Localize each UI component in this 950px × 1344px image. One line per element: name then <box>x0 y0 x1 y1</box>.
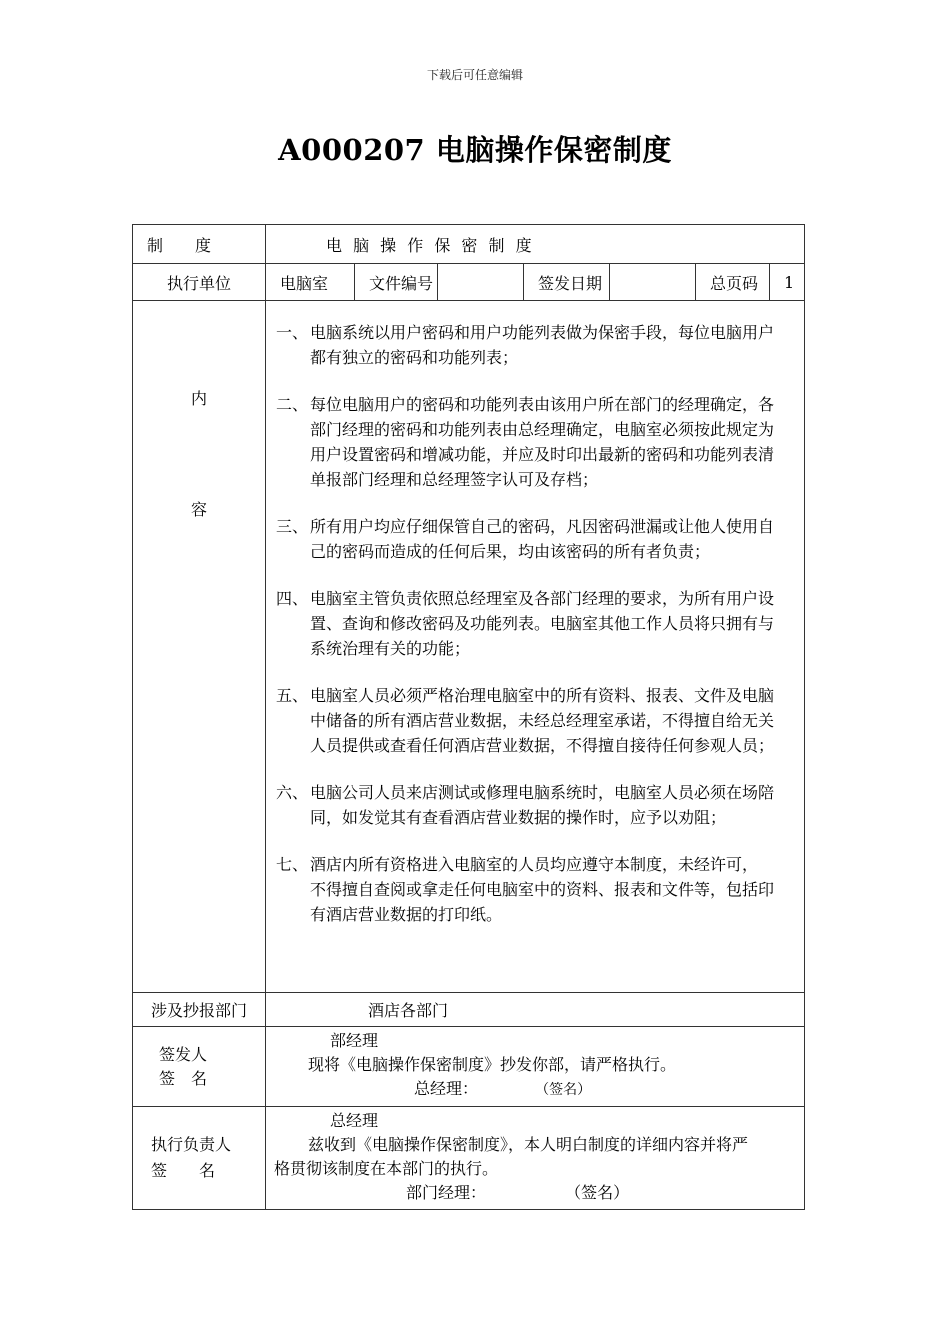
executor-label-line1: 执行负责人 <box>151 1135 232 1154</box>
regulation-name: 电 脑 操 作 保 密 制 度 <box>326 235 535 255</box>
issue-date-value <box>610 264 696 301</box>
clause-text: 电脑室主管负责依照总经理室及各部门经理的要求，为所有用户设 <box>310 589 775 608</box>
issuer-text: 现将《电脑操作保密制度》抄发你部，请严格执行。 <box>308 1055 677 1074</box>
executor-sign-mark: （签名） <box>565 1183 630 1202</box>
issuer-label-line1: 签发人 <box>159 1044 208 1064</box>
total-pages-value: 1 <box>770 264 805 301</box>
clause-first-line <box>276 586 794 611</box>
clause-first-line <box>276 392 794 417</box>
clause-list <box>276 320 794 927</box>
regulation-table <box>132 224 805 1210</box>
row-executor <box>133 1107 805 1210</box>
content-label-top: 内 <box>190 389 207 408</box>
clause-continuation: 人员提供或查看任何酒店营业数据，不得擅自接待任何参观人员； <box>310 736 775 755</box>
executor-sign-role: 部门经理： <box>406 1183 487 1202</box>
content-body <box>266 301 805 993</box>
clause-item <box>276 683 794 758</box>
clause-continuation: 用户设置密码和增减功能，并应及时印出最新的密码和功能列表清 <box>310 445 775 464</box>
clause-item <box>276 586 794 661</box>
clause-item <box>276 852 794 927</box>
clause-continuation: 单报部门经理和总经理签字认可及存档； <box>310 470 599 489</box>
issuer-label-line2: 签 名 <box>159 1068 208 1088</box>
clause-text: 电脑室人员必须严格治理电脑室中的所有资料、报表、文件及电脑 <box>310 686 775 705</box>
executor-signature-line <box>266 1181 804 1205</box>
issuer-body <box>266 1027 805 1107</box>
clause-text: 电脑系统以用户密码和用户功能列表做为保密手段，每位电脑用户 <box>310 323 775 342</box>
executor-body <box>266 1107 805 1210</box>
row-meta <box>133 264 805 301</box>
document-title: A000207 电脑操作保密制度 <box>278 133 672 167</box>
clause-continuation: 系统治理有关的功能； <box>310 639 471 658</box>
clause-item <box>276 392 794 492</box>
issuer-sign-role: 总经理： <box>414 1079 479 1098</box>
clause-continuation: 己的密码而造成的任何后果，均由该密码的所有者负责； <box>310 542 711 561</box>
executor-label-cell <box>133 1107 266 1210</box>
clause-item <box>276 320 794 370</box>
executor-recipient: 总经理 <box>330 1111 379 1130</box>
clause-item <box>276 514 794 564</box>
clause-continuation: 都有独立的密码和功能列表； <box>310 348 519 367</box>
content-label-cell <box>133 301 266 993</box>
clause-number: 一、 <box>276 323 309 342</box>
content-label-bottom: 容 <box>190 500 207 519</box>
clause-continuation: 同，如发觉其有查看酒店营业数据的操作时，应予以劝阻； <box>310 808 727 827</box>
clause-item <box>276 780 794 830</box>
issue-date-label: 签发日期 <box>524 264 610 301</box>
row-regulation <box>133 225 805 264</box>
clause-first-line <box>276 514 794 539</box>
clause-number: 三、 <box>276 517 309 536</box>
clause-text: 每位电脑用户的密码和功能列表由该用户所在部门的经理确定，各 <box>310 395 775 414</box>
exec-unit-label: 执行单位 <box>133 264 266 301</box>
header-note: 下载后可任意编辑 <box>426 68 523 82</box>
clause-text: 电脑公司人员来店测试或修理电脑系统时，电脑室人员必须在场陪 <box>310 783 775 802</box>
clause-text: 所有用户均应仔细保管自己的密码，凡因密码泄漏或让他人使用自 <box>310 517 775 536</box>
issuer-recipient: 部经理 <box>330 1031 379 1050</box>
executor-text-line2: 格贯彻该制度在本部门的执行。 <box>274 1159 499 1178</box>
total-pages-label: 总页码 <box>696 264 770 301</box>
clause-number: 七、 <box>276 855 309 874</box>
clause-number: 四、 <box>276 589 309 608</box>
clause-continuation: 有酒店营业数据的打印纸。 <box>310 905 503 924</box>
related-value: 酒店各部门 <box>266 993 805 1027</box>
row-issuer <box>133 1027 805 1107</box>
issuer-label-cell <box>133 1027 266 1107</box>
clause-continuation: 置、查询和修改密码及功能列表。电脑室其他工作人员将只拥有与 <box>310 614 775 633</box>
clause-continuation: 部门经理的密码和功能列表由总经理确定，电脑室必须按此规定为 <box>310 420 775 439</box>
exec-unit-value: 电脑室 <box>266 264 355 301</box>
regulation-label: 制 度 <box>133 225 266 264</box>
executor-label-line2: 签 名 <box>151 1161 216 1180</box>
clause-first-line <box>276 320 794 345</box>
clause-number: 六、 <box>276 783 309 802</box>
executor-text-line1: 兹收到《电脑操作保密制度》，本人明白制度的详细内容并将严 <box>308 1135 749 1154</box>
issuer-sign-mark: （签名） <box>535 1082 592 1098</box>
clause-text: 酒店内所有资格进入电脑室的人员均应遵守本制度，未经许可， <box>310 855 759 874</box>
clause-number: 二、 <box>276 395 309 414</box>
doc-number-label: 文件编号 <box>355 264 438 301</box>
row-content <box>133 301 805 993</box>
clause-continuation: 中储备的所有酒店营业数据，未经总经理室承诺，不得擅自给无关 <box>310 711 775 730</box>
regulation-value <box>266 225 805 264</box>
clause-first-line <box>276 683 794 708</box>
doc-number-value <box>438 264 524 301</box>
row-related <box>133 993 805 1027</box>
clause-first-line <box>276 780 794 805</box>
clause-first-line <box>276 852 794 877</box>
issuer-signature-line <box>266 1077 804 1102</box>
clause-continuation: 不得擅自查阅或拿走任何电脑室中的资料、报表和文件等，包括印 <box>310 880 775 899</box>
related-label: 涉及抄报部门 <box>133 993 266 1027</box>
clause-number: 五、 <box>276 686 309 705</box>
